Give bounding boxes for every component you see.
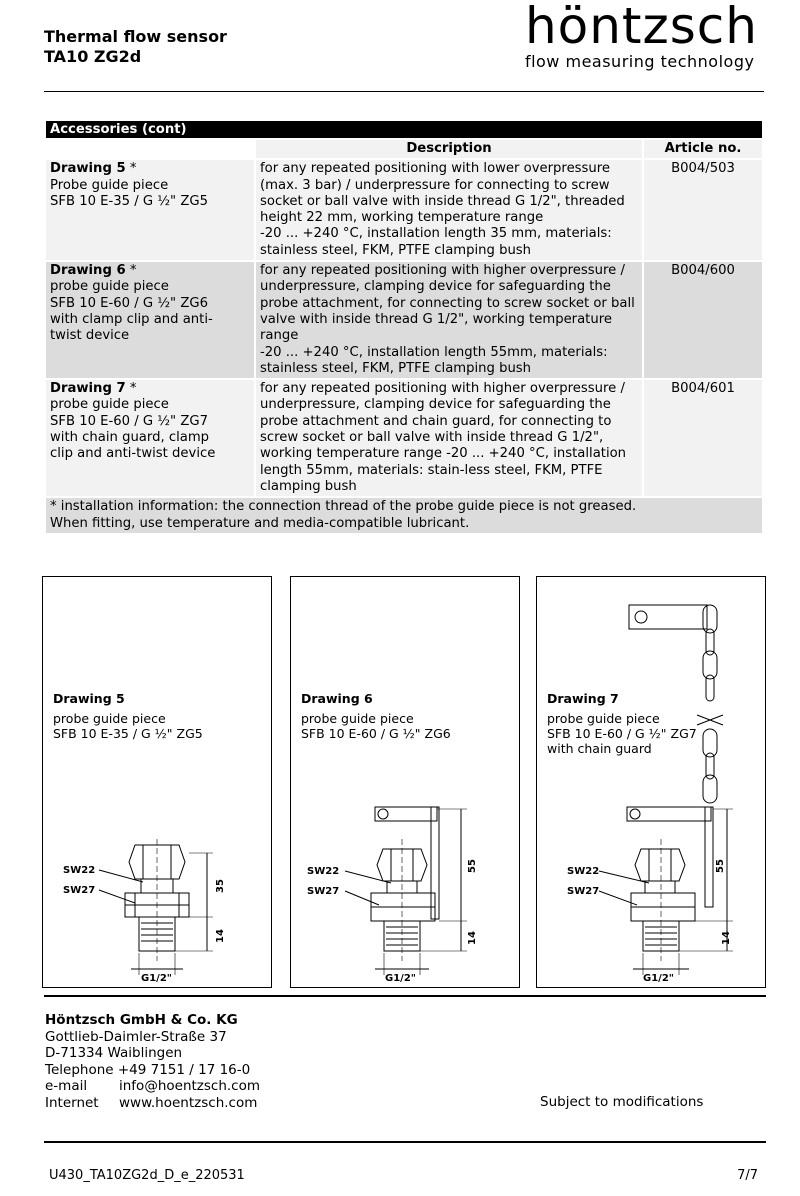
sw22-label: SW22: [567, 866, 600, 877]
sw27-label: SW27: [63, 885, 96, 896]
item-line: twist device: [50, 328, 130, 344]
footnote-line-2: When fitting, use temperature and media-compatible lubricant.: [50, 515, 470, 531]
web-row: [45, 1095, 260, 1112]
item-line: SFB 10 E-35 / G ½" ZG5: [50, 193, 208, 209]
dimension-main: 55: [467, 859, 478, 873]
description-cell: [255, 379, 643, 497]
email-row: [45, 1078, 260, 1095]
logo-wordmark: höntzsch: [524, 0, 758, 55]
dimension-thread: 14: [721, 931, 732, 945]
drawing-7-panel: [536, 576, 766, 988]
column-header-item: [45, 139, 255, 159]
column-header-article: Article no.: [643, 139, 763, 159]
footer-rule: [44, 995, 766, 997]
footnote-row: [45, 497, 763, 534]
street: Gottlieb-Daimler-Straße 37: [45, 1028, 227, 1045]
footnote-cell: [45, 497, 763, 534]
website-link[interactable]: www.hoentzsch.com: [119, 1094, 258, 1111]
drawing-label: Drawing 7: [50, 381, 126, 397]
column-header-description: Description: [255, 139, 643, 159]
email-label: e-mail: [45, 1078, 88, 1094]
drawing-6-panel: [290, 576, 520, 988]
article-cell: B004/601: [643, 379, 763, 497]
drawing-caption-line: SFB 10 E-60 / G ½" ZG6: [301, 726, 451, 741]
item-line: with clamp clip and anti-: [50, 311, 213, 327]
article-cell: B004/503: [643, 159, 763, 261]
description-text-2: -20 ... +240 °C, installation length 55mm, materials: stainless steel, FKM, PTFE clamping bush: [260, 344, 608, 376]
description-cell: [255, 159, 643, 261]
item-line: probe guide piece: [50, 397, 169, 413]
thread-label: G1/2": [643, 973, 674, 984]
drawing-title: Drawing 5: [53, 691, 125, 706]
web-label: Internet: [45, 1094, 99, 1111]
footnote-star: *: [125, 263, 137, 279]
bottom-rule: [44, 1141, 766, 1143]
drawing-title: Drawing 6: [301, 691, 373, 706]
footnote-star: *: [125, 161, 137, 177]
company-name: Höntzsch GmbH & Co. KG: [45, 1012, 238, 1028]
sw22-label: SW22: [63, 865, 96, 876]
description-text: for any repeated positioning with higher overpressure / underpressure, clamping device for safeguarding the probe attachment, for connecting to screw socket or ball valve with inside thread G 1/2", working temperature range: [260, 263, 635, 344]
description-cell: [255, 261, 643, 379]
probe-guide-drawing-5: [43, 577, 273, 989]
drawing-caption-line: SFB 10 E-60 / G ½" ZG7: [547, 726, 697, 741]
dimension-main: 35: [215, 879, 226, 893]
subject-note: Subject to modifications: [540, 1094, 704, 1110]
table-row: [45, 159, 763, 261]
company-logo: [525, 0, 758, 72]
drawing-label: Drawing 5: [50, 161, 126, 177]
dimension-thread: 14: [467, 931, 478, 945]
city: D-71334 Waiblingen: [45, 1045, 183, 1061]
title-line-1: Thermal flow sensor: [44, 27, 227, 46]
probe-guide-drawing-6: [291, 577, 521, 989]
dimension-main: 55: [715, 859, 726, 873]
description-text: for any repeated positioning with lower overpressure (max. 3 bar) / underpressure for connecting to screw socket or ball valve with inside thread G 1/2", threaded height 22 mm, working temperature range: [260, 161, 625, 226]
header-rule: [44, 91, 764, 92]
sw22-label: SW22: [307, 866, 340, 877]
item-cell: [45, 159, 255, 261]
item-line: clip and anti-twist device: [50, 446, 216, 462]
thread-label: G1/2": [141, 973, 172, 984]
document-id: U430_TA10ZG2d_D_e_220531: [49, 1168, 245, 1183]
table-row: [45, 261, 763, 379]
item-cell: [45, 379, 255, 497]
sw27-label: SW27: [307, 886, 340, 897]
article-cell: B004/600: [643, 261, 763, 379]
item-line: with chain guard, clamp: [50, 430, 210, 446]
item-line: probe guide piece: [50, 279, 169, 295]
description-text: for any repeated positioning with higher overpressure / underpressure, clamping device for safeguarding the probe attachment and chain guard, for connecting to screw socket or ball valve with inside thread G 1/2", working temperature range -20 ... +240 °C, installation length 55mm, materials: stain-less steel, FKM, PTFE clamping bush: [260, 381, 627, 494]
column-header-row: [45, 139, 763, 159]
company-address: [45, 1012, 260, 1111]
drawing-caption-line: probe guide piece: [301, 711, 414, 726]
table-row: [45, 379, 763, 497]
drawing-5-panel: [42, 576, 272, 988]
accessories-table: [44, 119, 764, 535]
drawing-caption-line: SFB 10 E-35 / G ½" ZG5: [53, 726, 203, 741]
item-line: SFB 10 E-60 / G ½" ZG6: [50, 295, 208, 311]
drawing-caption-line: probe guide piece: [53, 711, 166, 726]
email-link[interactable]: info@hoentzsch.com: [119, 1078, 261, 1094]
document-title: [44, 27, 227, 67]
drawing-caption-line: probe guide piece: [547, 711, 660, 726]
title-line-2: TA10 ZG2d: [44, 47, 142, 66]
drawing-title: Drawing 7: [547, 691, 619, 706]
item-cell: [45, 261, 255, 379]
thread-label: G1/2": [385, 973, 416, 984]
probe-guide-drawing-7: [537, 577, 767, 989]
item-line: SFB 10 E-60 / G ½" ZG7: [50, 413, 208, 429]
telephone: Telephone +49 7151 / 17 16-0: [45, 1061, 251, 1078]
section-header-row: [45, 120, 763, 139]
footnote-star: *: [125, 381, 137, 397]
section-title: Accessories (cont): [45, 120, 763, 139]
page-number: 7/7: [737, 1168, 758, 1183]
drawing-label: Drawing 6: [50, 263, 126, 279]
sw27-label: SW27: [567, 886, 600, 897]
description-text-2: -20 ... +240 °C, installation length 35 mm, materials: stainless steel, FKM, PTFE clamping bush: [260, 226, 612, 258]
footnote-line-1: * installation information: the connection thread of the probe guide piece is not greased.: [50, 499, 637, 515]
drawing-caption-line: with chain guard: [547, 741, 652, 756]
dimension-thread: 14: [215, 929, 226, 943]
logo-tagline: flow measuring technology: [524, 52, 755, 71]
item-line: Probe guide piece: [50, 177, 169, 193]
